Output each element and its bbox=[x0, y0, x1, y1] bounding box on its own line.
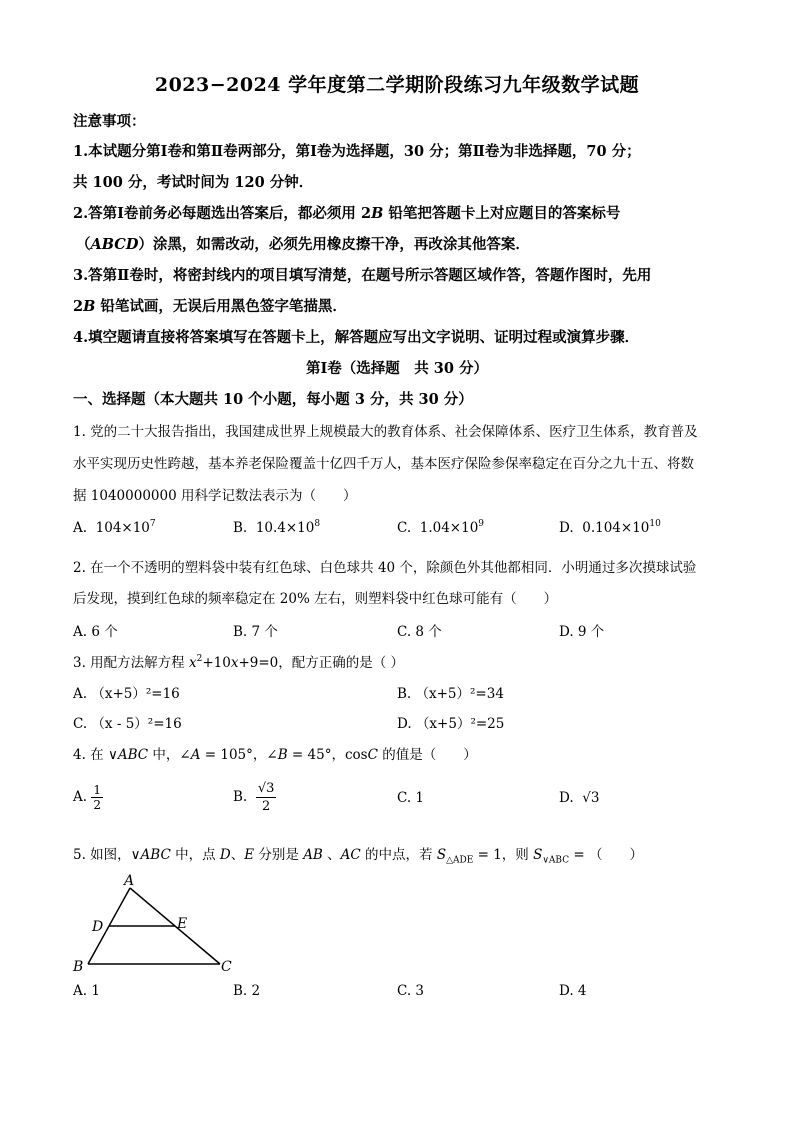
q3-option-d: D. （x+5）²=25 bbox=[397, 716, 505, 732]
q3-option-a: A. （x+5）²=16 bbox=[73, 686, 180, 702]
q2-line-2: 后发现，摸到红色球的频率稳定在 20% 左右，则塑料袋中红色球可能有（ ） bbox=[73, 591, 558, 607]
q1-option-c: C. $1.04\times 10^9$ bbox=[397, 519, 485, 536]
q1-option-a: A. $104\times 10^7$ bbox=[73, 519, 156, 536]
label-point-c: C bbox=[221, 959, 232, 975]
notice-item-3-line-2: 2B 铅笔试画，无误后用黑色签字笔描黑． bbox=[73, 298, 347, 315]
q3-option-c: C. （x - 5）²=16 bbox=[73, 716, 182, 732]
label-point-e: E bbox=[177, 916, 188, 932]
q1-line-3: 据 1040000000 用科学记数法表示为（ ） bbox=[73, 488, 357, 504]
q4-option-c: C. 1 bbox=[397, 790, 425, 806]
q5-option-d: D. 4 bbox=[559, 983, 587, 999]
section-title: 第Ⅰ卷（选择题 共 30 分） bbox=[305, 360, 489, 377]
q5-option-c: C. 3 bbox=[397, 983, 425, 999]
notice-item-1-line-1: 1.本试题分第Ⅰ卷和第Ⅱ卷两部分，第Ⅰ卷为选择题，30 分；第Ⅱ卷为非选择题，70 分； bbox=[73, 143, 641, 160]
q4-option-a: A. $\frac{1}{2}$ bbox=[73, 783, 101, 812]
notice-item-2-line-2: （ABCD）涂黑，如需改动，必须先用橡皮擦干净，再改涂其他答案． bbox=[76, 236, 530, 253]
notice-item-1-line-2: 共 100 分，考试时间为 120 分钟． bbox=[73, 174, 314, 191]
q2-option-d: D. 9 个 bbox=[559, 624, 605, 640]
fraction-root3-over-2: $\frac{√3}{2}$ bbox=[257, 781, 275, 814]
q2-option-b: B. 7 个 bbox=[233, 624, 278, 640]
q5-option-b: B. 2 bbox=[233, 983, 261, 999]
q5-stem: 5. 如图，∨ABC 中，点 D、E 分别是 AB 、AC 的中点，若 $S_{\triangle ADE} = 1$，则 $S_{\vee ABC}$ = （ ） bbox=[73, 847, 644, 866]
fraction-one-half: $\frac{1}{2}$ bbox=[93, 783, 101, 812]
part-heading: 一、选择题（本大题共 10 个小题，每小题 3 分，共 30 分） bbox=[73, 391, 473, 408]
label-point-d: D bbox=[92, 919, 104, 935]
q1-option-d: D. $0.104\times 10^{10}$ bbox=[559, 519, 661, 536]
q3-option-b: B. （x+5）²=34 bbox=[397, 686, 504, 702]
q1-option-b: B. $10.4\times 10^8$ bbox=[233, 519, 321, 536]
q2-line-1: 2. 在一个不透明的塑料袋中装有红色球、白色球共 40 个，除颜色外其他都相同．小明通过多次摸球试验 bbox=[73, 560, 697, 576]
q4-option-b: B. $\frac{√3}{2}$ bbox=[233, 781, 275, 814]
q4-stem: 4. 在 ∨ABC 中，∠A = 105°，∠B = 45°，cosC 的值是（ ） bbox=[73, 747, 477, 763]
triangle-figure bbox=[70, 872, 240, 977]
q1-line-2: 水平实现历史性跨越，基本养老保险覆盖十亿四千万人，基本医疗保险参保率稳定在百分之九十五、将数 bbox=[73, 456, 694, 472]
q2-option-c: C. 8 个 bbox=[397, 624, 442, 640]
notice-item-3-line-1: 3.答第Ⅱ卷时，将密封线内的项目填写清楚，在题号所示答题区域作答，答题作图时，先用 bbox=[73, 267, 652, 284]
label-point-a: A bbox=[124, 873, 135, 889]
q4-option-d: D. √3 bbox=[559, 790, 600, 806]
exam-title: 2023−2024 学年度第二学期阶段练习九年级数学试题 bbox=[154, 74, 640, 96]
q5-option-a: A. 1 bbox=[73, 983, 100, 999]
q1-line-1: 1. 党的二十大报告指出，我国建成世界上规模最大的教育体系、社会保障体系、医疗卫生体系，教育普及 bbox=[73, 424, 698, 440]
q2-option-a: A. 6 个 bbox=[73, 624, 118, 640]
notice-item-2-line-1: 2.答第Ⅰ卷前务必每题选出答案后，都必须用 2B 铅笔把答题卡上对应题目的答案标号 bbox=[73, 205, 621, 222]
notice-heading: 注意事项： bbox=[73, 113, 146, 130]
label-point-b: B bbox=[73, 959, 84, 975]
q3-stem: 3. 用配方法解方程 $x^2+10x+9=0$，配方正确的是（ ） bbox=[73, 654, 405, 671]
notice-item-4: 4.填空题请直接将答案填写在答题卡上，解答题应写出文字说明、证明过程或演算步骤． bbox=[73, 329, 640, 346]
